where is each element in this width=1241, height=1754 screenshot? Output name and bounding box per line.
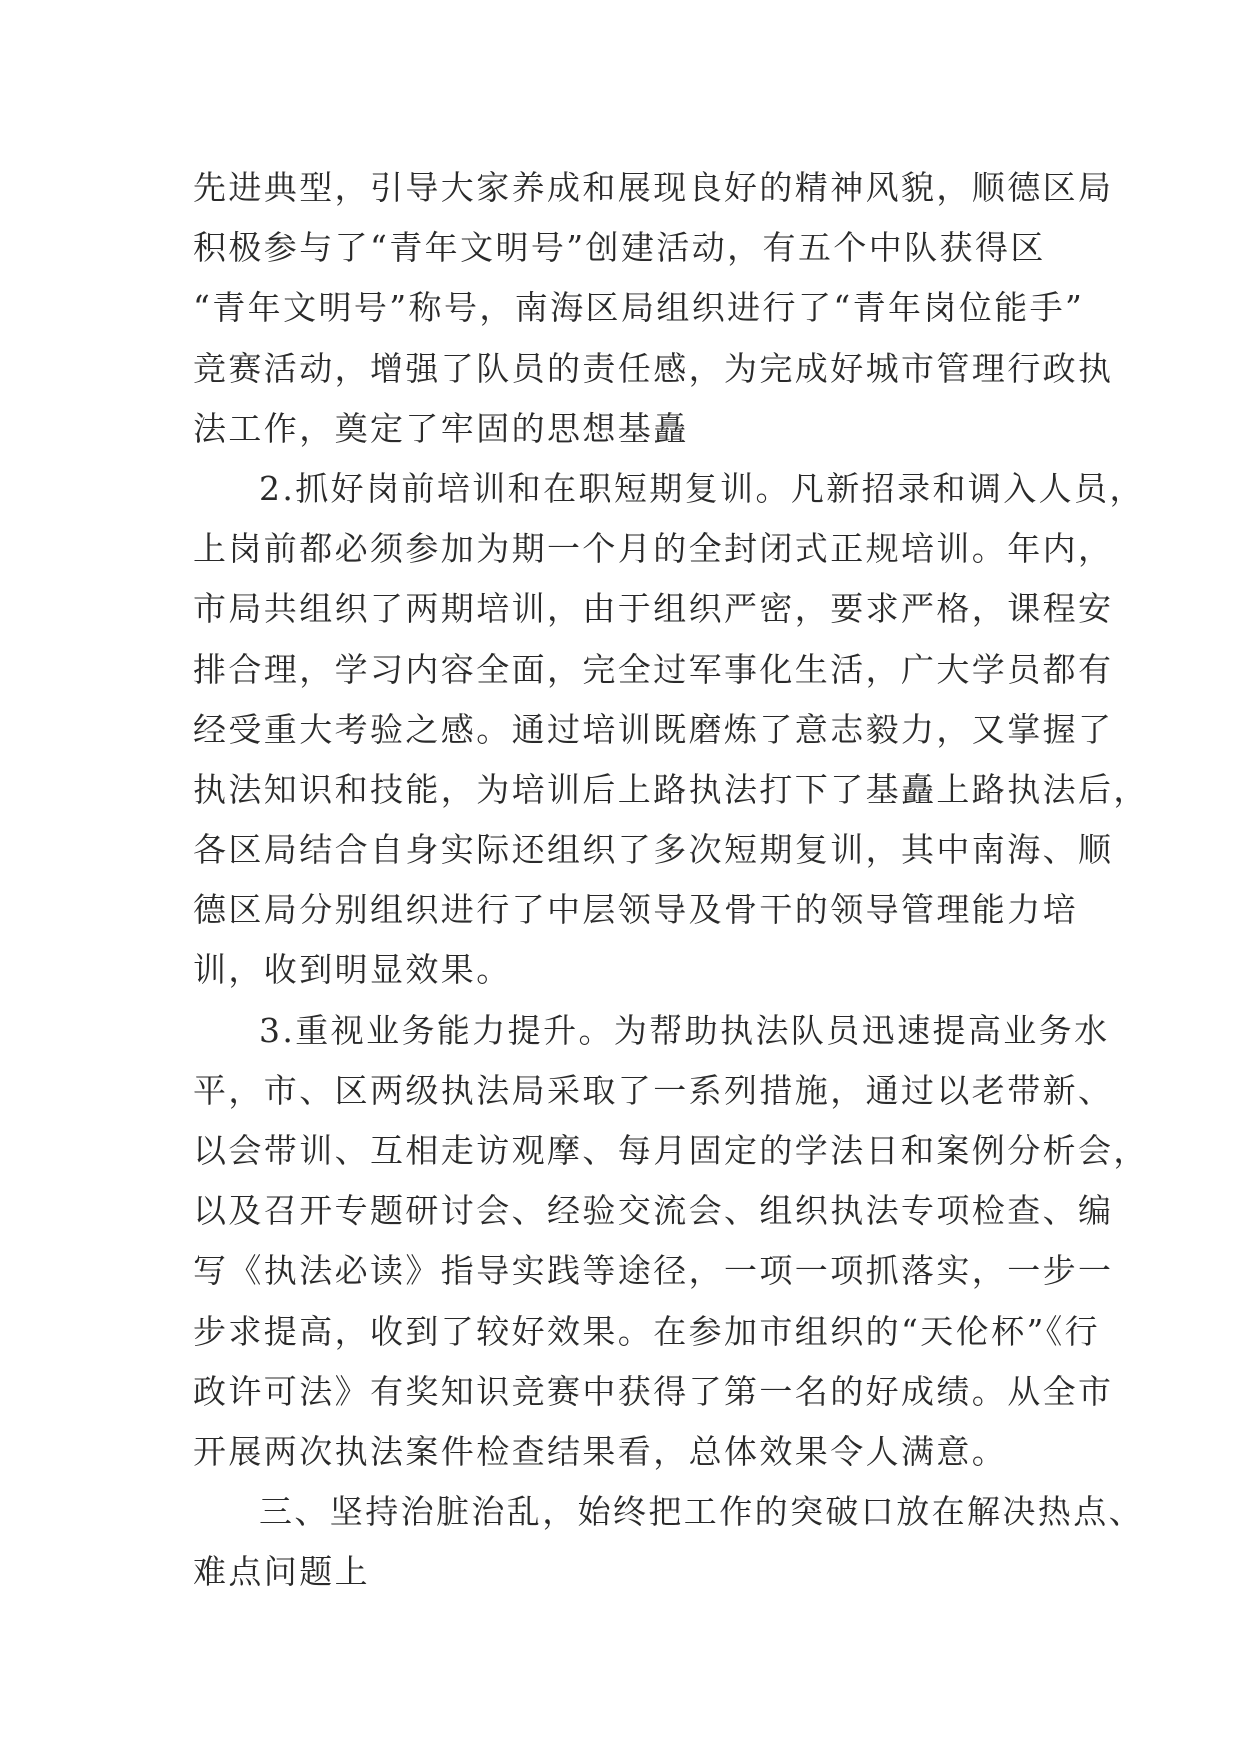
paragraph-start-line: 2.抓好岗前培训和在职短期复训。凡新招录和调入人员， <box>259 468 1145 508</box>
text-line: 经受重大考验之感。通过培训既磨炼了意志毅力，又掌握了 <box>193 709 1114 749</box>
text-line: 竞赛活动，增强了队员的责任感，为完成好城市管理行政执 <box>193 348 1114 388</box>
text-line: 步求提高，收到了较好效果。在参加市组织的“天伦杯”《行 <box>193 1311 1101 1351</box>
text-line: 上岗前都必须参加为期一个月的全封闭式正规培训。年内， <box>193 529 1114 569</box>
text-line: 写《执法必读》指导实践等途径，一项一项抓落实，一步一 <box>193 1251 1114 1291</box>
text-line: 各区局结合自身实际还组织了多次短期复训，其中南海、顺 <box>193 830 1114 870</box>
text-line: “青年文明号”称号，南海区局组织进行了“青年岗位能手” <box>193 288 1085 328</box>
text-line: 训，收到明显效果。 <box>193 950 512 990</box>
text-line: 德区局分别组织进行了中层领导及骨干的领导管理能力培 <box>193 890 1078 930</box>
text-line: 积极参与了“青年文明号”创建活动，有五个中队获得区 <box>193 228 1046 268</box>
text-line: 开展两次执法案件检查结果看，总体效果令人满意。 <box>193 1431 1008 1471</box>
document-body <box>193 158 1149 1603</box>
text-line: 市局共组织了两期培训，由于组织严密，要求严格，课程安 <box>193 589 1114 629</box>
text-line: 政许可法》有奖知识竞赛中获得了第一名的好成绩。从全市 <box>193 1371 1114 1411</box>
text-line: 法工作，奠定了牢固的思想基矗 <box>193 408 689 448</box>
text-line: 排合理，学习内容全面，完全过军事化生活，广大学员都有 <box>193 649 1114 689</box>
paragraph-start-line: 3.重视业务能力提升。为帮助执法队员迅速提高业务水 <box>259 1010 1110 1050</box>
text-line: 以及召开专题研讨会、经验交流会、组织执法专项检查、编 <box>193 1191 1114 1231</box>
text-line: 执法知识和技能，为培训后上路执法打下了基矗上路执法后， <box>193 769 1149 809</box>
text-line: 以会带训、互相走访观摩、每月固定的学法日和案例分析会， <box>193 1131 1149 1170</box>
text-line: 先进典型，引导大家养成和展现良好的精神风貌，顺德区局 <box>193 168 1114 207</box>
text-line: 平，市、区两级执法局采取了一系列措施，通过以老带新、 <box>193 1070 1114 1110</box>
section-heading-line: 难点问题上 <box>193 1552 370 1592</box>
section-heading-line: 三、坚持治脏治乱，始终把工作的突破口放在解决热点、 <box>259 1492 1144 1532</box>
